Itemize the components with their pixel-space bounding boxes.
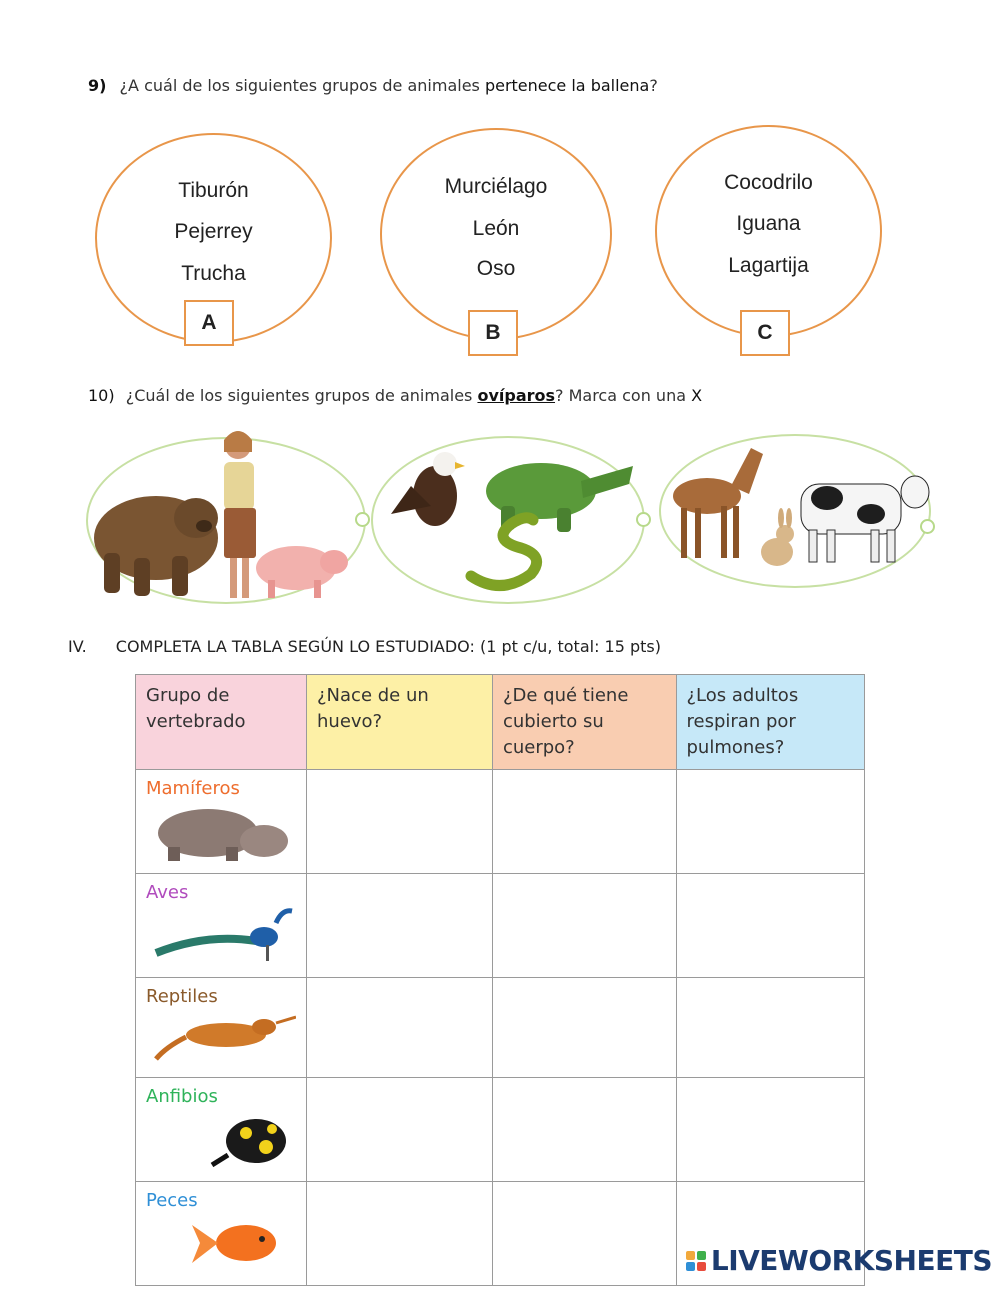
hippo-icon bbox=[146, 799, 296, 861]
option-item: Iguana bbox=[736, 212, 801, 235]
answer-cell[interactable] bbox=[307, 978, 493, 1078]
section-numeral: IV. bbox=[68, 637, 87, 656]
option-item: Cocodrilo bbox=[724, 171, 813, 194]
group-name: Mamíferos bbox=[146, 778, 240, 799]
rabbit-icon bbox=[761, 508, 794, 566]
section-4-heading bbox=[68, 637, 661, 656]
animal-group-3-art bbox=[659, 434, 939, 584]
girl-icon bbox=[224, 431, 256, 598]
question-9 bbox=[88, 76, 658, 95]
answer-cell[interactable] bbox=[307, 1078, 493, 1182]
answer-cell[interactable] bbox=[492, 770, 676, 874]
answer-cell[interactable] bbox=[492, 1078, 676, 1182]
option-item: Pejerrey bbox=[174, 220, 253, 243]
answer-cell[interactable] bbox=[676, 978, 865, 1078]
answer-cell[interactable] bbox=[492, 1182, 676, 1286]
row-label-cell bbox=[136, 770, 307, 874]
header-grupo: Grupo de vertebrado bbox=[136, 675, 307, 770]
question-x: X bbox=[691, 386, 703, 405]
question-emphasis: ovíparos bbox=[477, 386, 556, 405]
option-circle-b bbox=[380, 128, 612, 340]
fish-icon bbox=[146, 1211, 296, 1273]
question-emphasis: pertenece la ballena bbox=[484, 76, 650, 95]
table-row bbox=[136, 874, 865, 978]
table-row bbox=[136, 1078, 865, 1182]
answer-cell[interactable] bbox=[492, 978, 676, 1078]
animal-group-1-art bbox=[86, 428, 362, 606]
question-10 bbox=[88, 386, 702, 405]
brand-name: LIVEWORKSHEETS bbox=[710, 1244, 992, 1277]
bear-icon bbox=[94, 496, 218, 596]
liveworksheets-logo[interactable] bbox=[686, 1244, 992, 1277]
option-item: León bbox=[472, 217, 520, 240]
question-end: ? bbox=[649, 76, 658, 95]
option-item: Lagartija bbox=[728, 254, 809, 277]
option-item: Trucha bbox=[181, 262, 246, 285]
row-label-cell bbox=[136, 978, 307, 1078]
peacock-icon bbox=[146, 903, 296, 965]
option-item: Oso bbox=[476, 257, 516, 280]
option-letter-box-b[interactable]: B bbox=[468, 310, 518, 356]
answer-cell[interactable] bbox=[676, 1078, 865, 1182]
table-row bbox=[136, 978, 865, 1078]
header-huevo: ¿Nace de un huevo? bbox=[307, 675, 493, 770]
header-pulmones: ¿Los adultos respiran por pulmones? bbox=[676, 675, 865, 770]
iguana-icon bbox=[146, 1007, 296, 1065]
option-letter-box-c[interactable]: C bbox=[740, 310, 790, 356]
option-item: Tiburón bbox=[178, 179, 249, 202]
cow-icon bbox=[801, 476, 929, 562]
group-name: Anfibios bbox=[146, 1086, 218, 1107]
row-label-cell bbox=[136, 1078, 307, 1182]
row-label-cell bbox=[136, 874, 307, 978]
horse-icon bbox=[673, 448, 763, 558]
answer-cell[interactable] bbox=[676, 874, 865, 978]
eagle-icon bbox=[391, 452, 465, 526]
group-name: Aves bbox=[146, 882, 189, 903]
question-text: ¿Cuál de los siguientes grupos de animales bbox=[125, 386, 478, 405]
answer-cell[interactable] bbox=[307, 1182, 493, 1286]
question-number: 10) bbox=[88, 386, 115, 405]
answer-cell[interactable] bbox=[676, 770, 865, 874]
answer-cell[interactable] bbox=[492, 874, 676, 978]
option-circle-c bbox=[655, 125, 882, 337]
option-letter-box-a[interactable]: A bbox=[184, 300, 234, 346]
header-cubierta: ¿De qué tiene cubierto su cuerpo? bbox=[492, 675, 676, 770]
frog-icon bbox=[146, 1107, 296, 1169]
animal-group-2-art bbox=[371, 436, 641, 600]
vertebrates-table bbox=[135, 674, 865, 1286]
section-title: COMPLETA LA TABLA SEGÚN LO ESTUDIADO: (1 pt c/u, total: 15 pts) bbox=[115, 637, 661, 656]
question-text-mid: ? Marca con una bbox=[555, 386, 692, 405]
table-row bbox=[136, 770, 865, 874]
pig-icon bbox=[256, 546, 348, 598]
group-name: Reptiles bbox=[146, 986, 218, 1007]
table-header-row bbox=[136, 675, 865, 770]
brand-mark-icon bbox=[686, 1251, 706, 1271]
group-name: Peces bbox=[146, 1190, 198, 1211]
question-text: ¿A cuál de los siguientes grupos de animales bbox=[119, 76, 485, 95]
option-item: Murciélago bbox=[444, 175, 548, 198]
answer-cell[interactable] bbox=[307, 770, 493, 874]
question-number: 9) bbox=[88, 76, 107, 95]
snake-icon bbox=[471, 518, 537, 586]
answer-cell[interactable] bbox=[307, 874, 493, 978]
row-label-cell bbox=[136, 1182, 307, 1286]
